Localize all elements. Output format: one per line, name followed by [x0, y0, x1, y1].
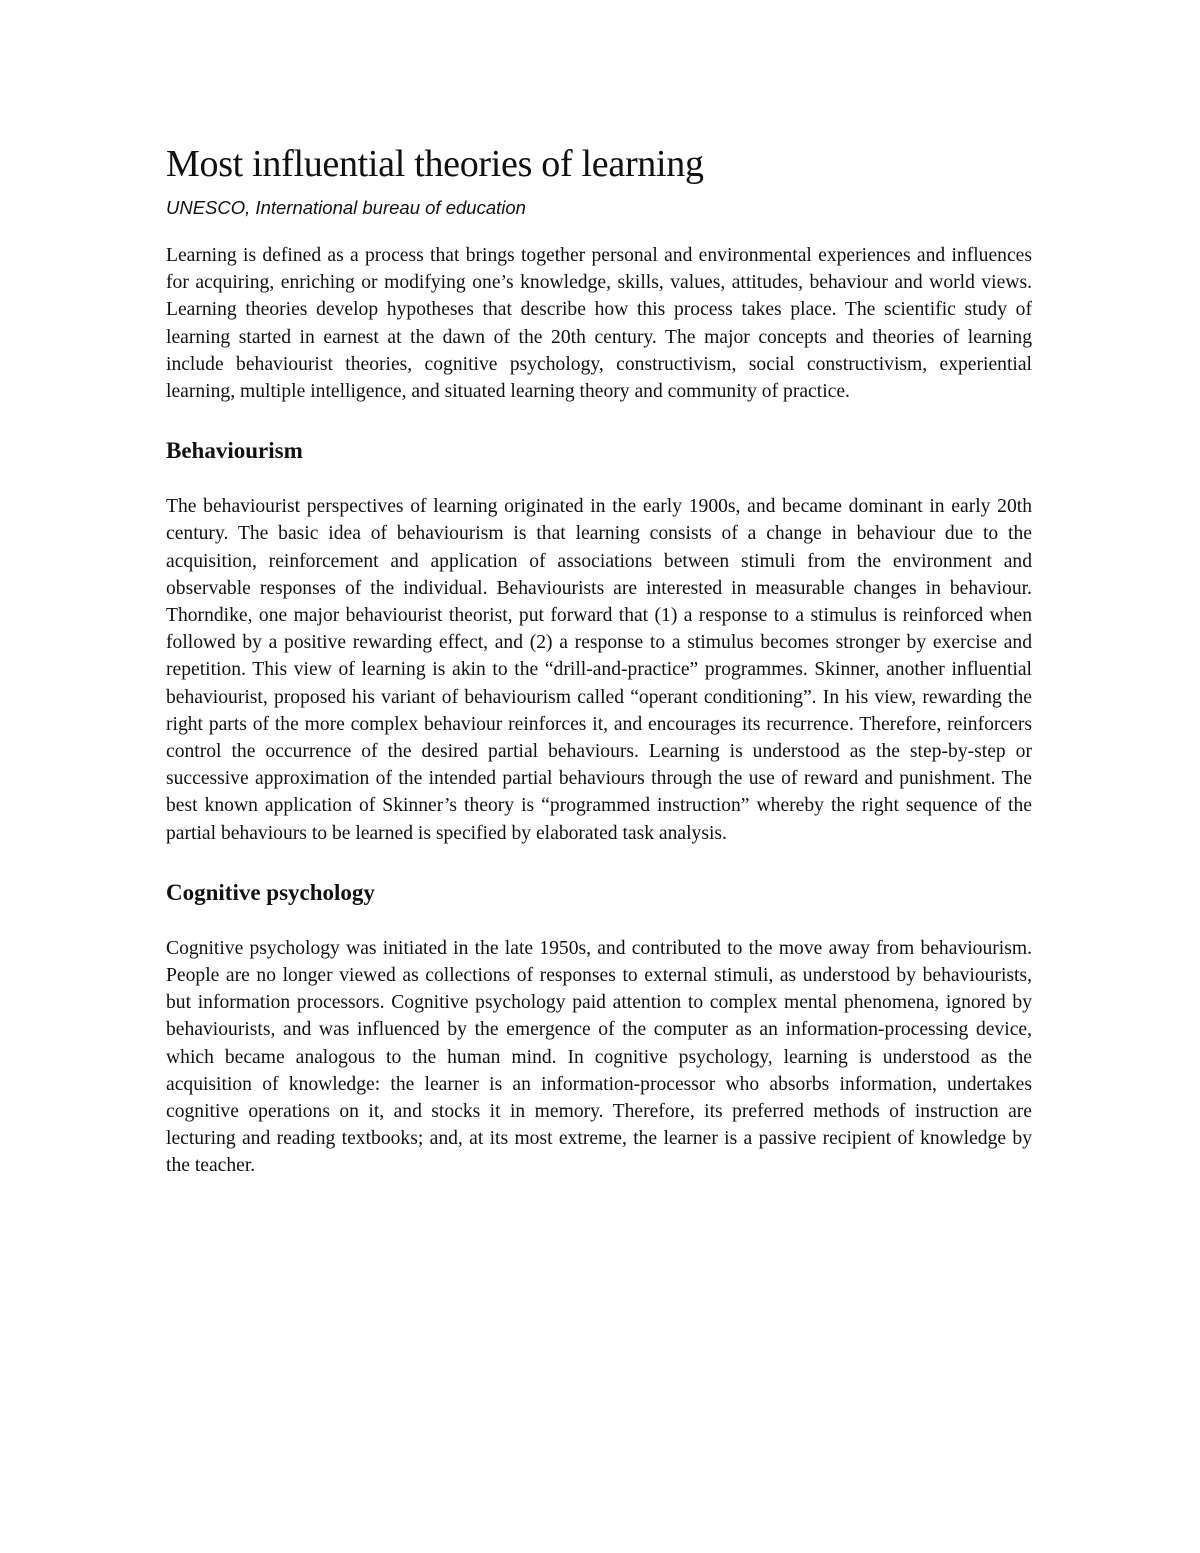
- section-heading-behaviourism: Behaviourism: [166, 438, 303, 464]
- section-body-behaviourism: The behaviourist perspectives of learning originated in the early 1900s, and became dominant in early 20th century. The basic idea of behaviourism is that learning consists of a change in behaviour due to the acquisition, reinforcement and application of associations between stimuli from the environment and observable responses of the individual. Behaviourists are interested in measurable changes in behaviour. Thorndike, one major behaviourist theorist, put forward that (1) a response to a stimulus is reinforced when followed by a positive rewarding effect, and (2) a response to a stimulus becomes stronger by exercise and repetition. This view of learning is akin to the “drill-and-practice” programmes. Skinner, another influential behaviourist, proposed his variant of behaviourism called “operant conditioning”. In his view, rewarding the right parts of the more complex behaviour reinforces it, and encourages its recurrence. Therefore, reinforcers control the occurrence of the desired partial behaviours. Learning is understood as the step-by-step or successive approximation of the intended partial behaviours through the use of reward and punishment. The best known application of Skinner’s theory is “programmed instruction” whereby the right sequence of the partial behaviours to be learned is specified by elaborated task analysis.: [166, 496, 1032, 844]
- document-page: [166, 140, 1032, 1180]
- section-heading-cognitive-psychology: Cognitive psychology: [166, 879, 375, 905]
- document-title: Most influential theories of learning: [166, 143, 704, 185]
- document-subtitle: UNESCO, International bureau of education: [166, 197, 526, 218]
- intro-paragraph: Learning is defined as a process that brings together personal and environmental experiences and influences for acquiring, enriching or modifying one’s knowledge, skills, values, attitudes, behaviour and world views. Learning theories develop hypotheses that describe how this process takes place. The scientific study of learning started in earnest at the dawn of the 20th century. The major concepts and theories of learning include behaviourist theories, cognitive psychology, constructivism, social constructivism, experiential learning, multiple intelligence, and situated learning theory and community of practice.: [166, 245, 1032, 403]
- section-body-cognitive-psychology: Cognitive psychology was initiated in the late 1950s, and contributed to the move away from behaviourism. People are no longer viewed as collections of responses to external stimuli, as understood by behaviourists, but information processors. Cognitive psychology paid attention to complex mental phenomena, ignored by behaviourists, and was influenced by the emergence of the computer as an information-processing device, which became analogous to the human mind. In cognitive psychology, learning is understood as the acquisition of knowledge: the learner is an information-processor who absorbs information, undertakes cognitive operations on it, and stocks it in memory. Therefore, its preferred methods of instruction are lecturing and reading textbooks; and, at its most extreme, the learner is a passive recipient of knowledge by the teacher.: [166, 937, 1032, 1177]
